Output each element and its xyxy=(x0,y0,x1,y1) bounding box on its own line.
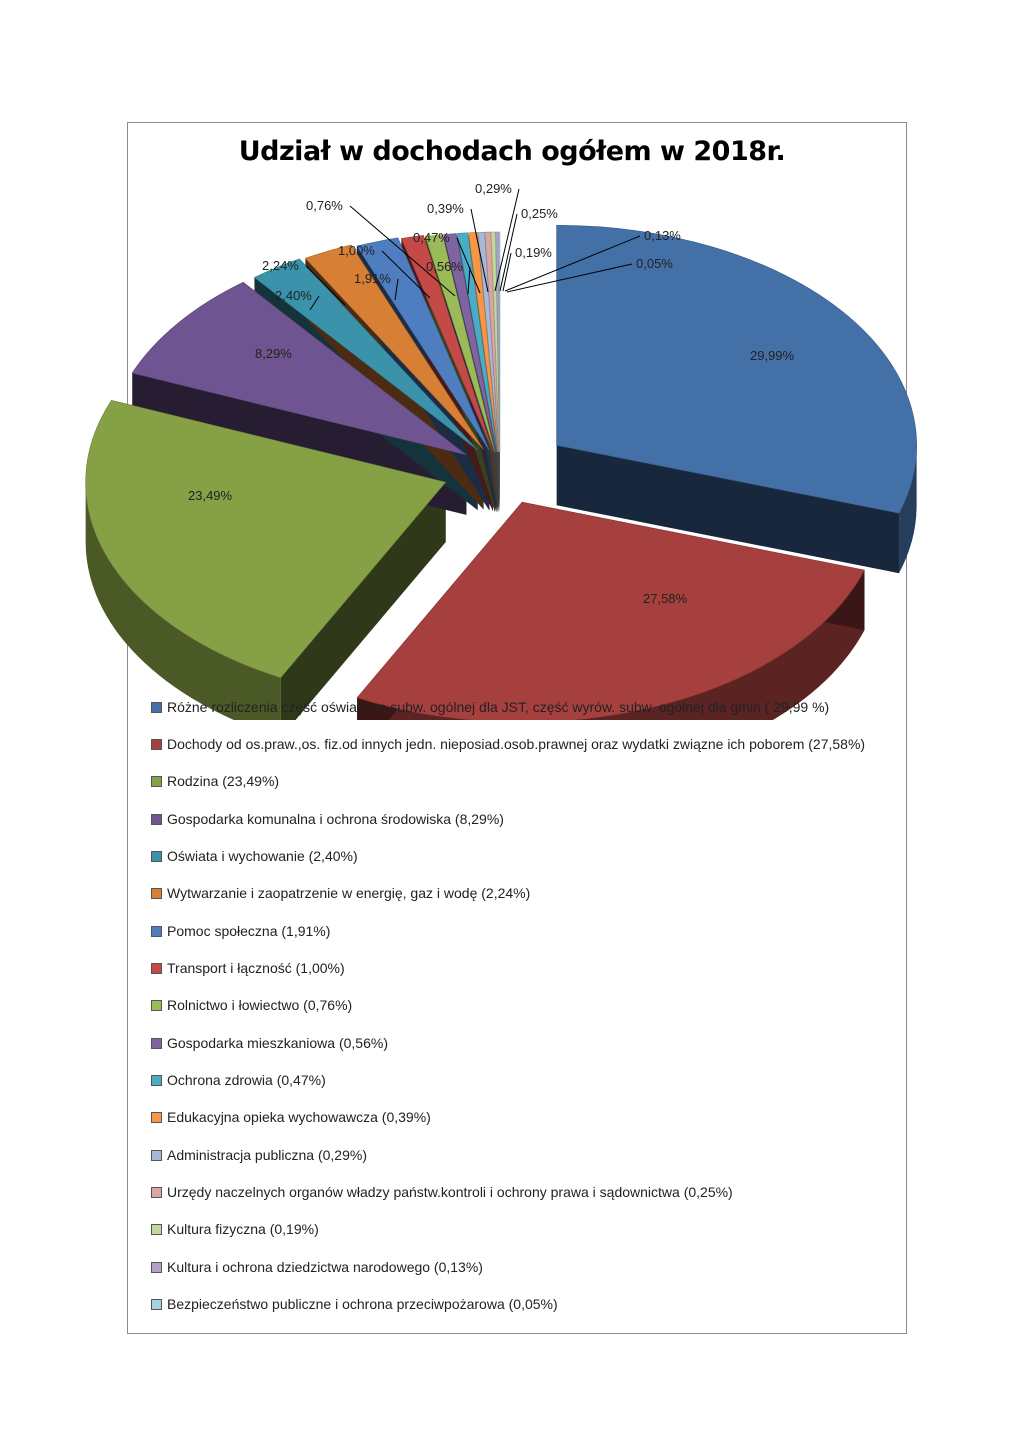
data-label: 0,56% xyxy=(426,259,463,274)
legend-label: Edukacyjna opieka wychowawcza (0,39%) xyxy=(167,1109,431,1125)
legend-item xyxy=(151,996,891,1014)
legend-item xyxy=(151,959,891,977)
legend-item xyxy=(151,1146,891,1164)
legend-swatch xyxy=(151,1075,162,1086)
legend-label: Rodzina (23,49%) xyxy=(167,773,280,789)
data-label: 1,91% xyxy=(354,271,391,286)
legend-swatch xyxy=(151,1262,162,1273)
legend-item xyxy=(151,735,891,753)
legend-swatch xyxy=(151,1000,162,1011)
data-label: 0,19% xyxy=(515,245,552,260)
legend-label: Oświata i wychowanie (2,40%) xyxy=(167,848,358,864)
data-label: 2,24% xyxy=(262,258,299,273)
legend-item xyxy=(151,772,891,790)
legend-label: Urzędy naczelnych organów władzy państw.kontroli i ochrony prawa i sądownictwa (0,25%) xyxy=(167,1184,733,1200)
legend-item xyxy=(151,698,891,716)
legend-item xyxy=(151,884,891,902)
legend-label: Gospodarka mieszkaniowa (0,56%) xyxy=(167,1035,388,1051)
data-label: 0,47% xyxy=(413,230,450,245)
legend-item xyxy=(151,1108,891,1126)
legend-label: Ochrona zdrowia (0,47%) xyxy=(167,1072,326,1088)
data-label: 1,00% xyxy=(338,243,375,258)
legend-label: Kultura i ochrona dziedzictwa narodowego (0,13%) xyxy=(167,1259,483,1275)
legend-swatch xyxy=(151,776,162,787)
legend-label: Gospodarka komunalna i ochrona środowiska (8,29%) xyxy=(167,811,504,827)
legend-swatch xyxy=(151,814,162,825)
data-label: 29,99% xyxy=(750,348,795,363)
pie-tops xyxy=(86,225,917,720)
data-label: 2,40% xyxy=(275,288,312,303)
legend-label: Różne rozliczenia część oświatowa subw. ogólnej dla JST, część wyrów. subw. ogólnej dla gmin ( 29,99 %) xyxy=(167,699,830,715)
legend-swatch xyxy=(151,1187,162,1198)
legend-swatch xyxy=(151,702,162,713)
data-label: 27,58% xyxy=(643,591,688,606)
legend-swatch xyxy=(151,963,162,974)
legend-item xyxy=(151,1258,891,1276)
legend-label: Dochody od os.praw.,os. fiz.od innych jedn. nieposiad.osob.prawnej oraz wydatki związne ich poborem (27,58%) xyxy=(167,736,866,752)
data-label: 23,49% xyxy=(188,488,233,503)
legend-label: Wytwarzanie i zaopatrzenie w energię, gaz i wodę (2,24%) xyxy=(167,885,531,901)
legend-item xyxy=(151,847,891,865)
legend-item xyxy=(151,1183,891,1201)
legend-swatch xyxy=(151,1224,162,1235)
legend-swatch xyxy=(151,1299,162,1310)
legend-label: Transport i łączność (1,00%) xyxy=(167,960,345,976)
chart-title: Udział w dochodach ogółem w 2018r. xyxy=(238,136,786,167)
data-label: 0,76% xyxy=(306,198,343,213)
data-label: 0,25% xyxy=(521,206,558,221)
legend-item xyxy=(151,1295,891,1313)
legend-item xyxy=(151,1220,891,1238)
data-label: 8,29% xyxy=(255,346,292,361)
legend-swatch xyxy=(151,1112,162,1123)
data-label: 0,39% xyxy=(427,201,464,216)
legend-swatch xyxy=(151,739,162,750)
legend-swatch xyxy=(151,888,162,899)
legend-label: Pomoc społeczna (1,91%) xyxy=(167,923,331,939)
legend-item xyxy=(151,1071,891,1089)
legend-label: Bezpieczeństwo publiczne i ochrona przeciwpożarowa (0,05%) xyxy=(167,1296,558,1312)
data-label: 0,05% xyxy=(636,256,673,271)
legend-swatch xyxy=(151,1150,162,1161)
legend-item xyxy=(151,810,891,828)
legend-label: Administracja publiczna (0,29%) xyxy=(167,1147,367,1163)
data-label: 0,13% xyxy=(644,228,681,243)
pie-chart xyxy=(0,0,1024,720)
legend-label: Kultura fizyczna (0,19%) xyxy=(167,1221,319,1237)
legend-swatch xyxy=(151,1038,162,1049)
data-label: 0,29% xyxy=(475,181,512,196)
legend-label: Rolnictwo i łowiectwo (0,76%) xyxy=(167,997,353,1013)
legend-item xyxy=(151,922,891,940)
legend-swatch xyxy=(151,926,162,937)
legend-item xyxy=(151,1034,891,1052)
legend-swatch xyxy=(151,851,162,862)
